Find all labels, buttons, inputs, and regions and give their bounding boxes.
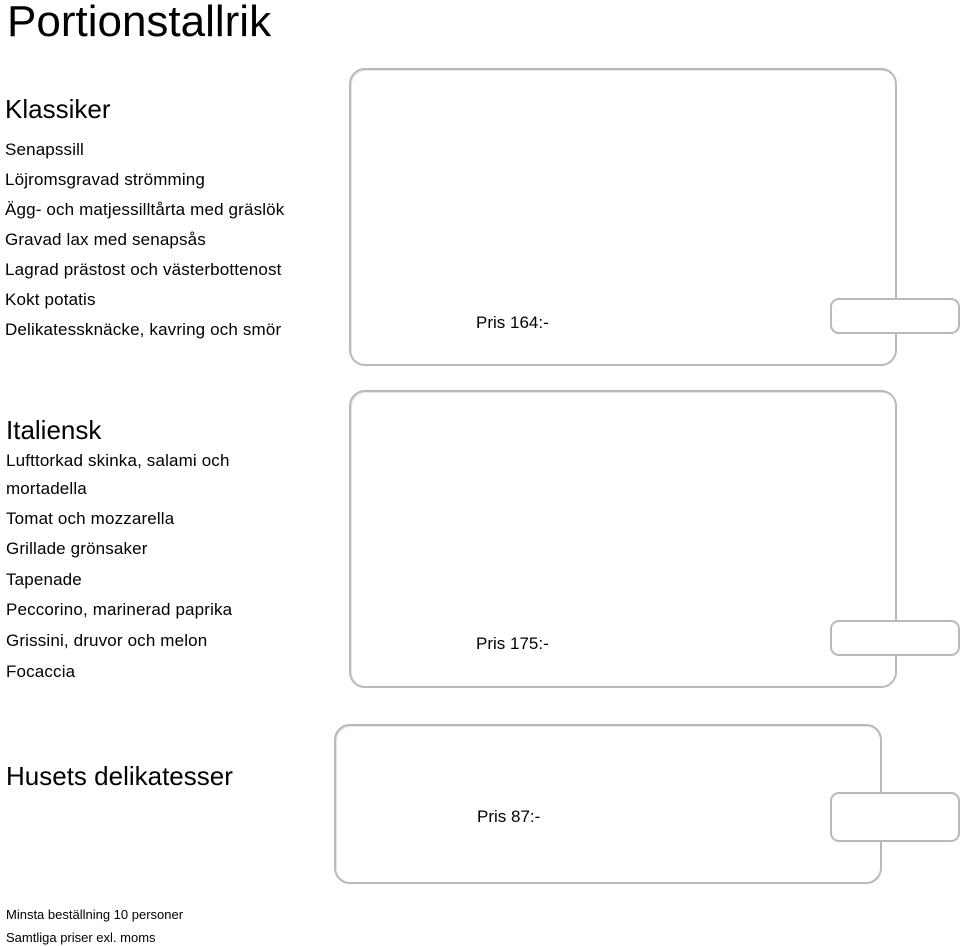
menu-item: Tomat och mozzarella (6, 509, 175, 528)
menu-item: Ägg- och matjessilltårta med gräslök (5, 200, 285, 219)
quantity-field-italiensk[interactable] (830, 620, 960, 656)
quantity-field-husets-delikatesser[interactable] (830, 792, 960, 842)
section-heading-italiensk: Italiensk (6, 415, 102, 445)
quantity-field-klassiker[interactable] (830, 298, 960, 334)
menu-item: Kokt potatis (5, 290, 96, 309)
vat-note: Samtliga priser exl. moms (6, 930, 156, 945)
menu-item: Gravad lax med senapsås (5, 230, 206, 249)
price-label-italiensk: Pris 175:- (476, 634, 549, 653)
menu-item: Delikatessknäcke, kavring och smör (5, 320, 282, 339)
page-title: Portionstallrik (7, 0, 272, 46)
menu-item: mortadella (6, 479, 87, 498)
order-field-italiensk[interactable] (349, 390, 897, 688)
menu-item: Lagrad prästost och västerbottenost (5, 260, 282, 279)
section-heading-klassiker: Klassiker (5, 94, 111, 124)
menu-item: Lufttorkad skinka, salami och (6, 451, 230, 470)
menu-item: Peccorino, marinerad paprika (6, 600, 233, 619)
price-label-husets-delikatesser: Pris 87:- (477, 807, 541, 826)
menu-item: Löjromsgravad strömming (5, 170, 205, 189)
order-field-klassiker[interactable] (349, 68, 897, 366)
menu-item: Grissini, druvor och melon (6, 631, 208, 650)
menu-item: Grillade grönsaker (6, 539, 148, 558)
order-field-husets-delikatesser[interactable] (334, 724, 882, 884)
price-label-klassiker: Pris 164:- (476, 313, 549, 332)
menu-item: Focaccia (6, 662, 76, 681)
menu-item: Tapenade (6, 570, 82, 589)
minimum-order-note: Minsta beställning 10 personer (6, 907, 184, 922)
menu-item: Senapssill (5, 140, 84, 159)
section-heading-husets-delikatesser: Husets delikatesser (6, 761, 233, 791)
